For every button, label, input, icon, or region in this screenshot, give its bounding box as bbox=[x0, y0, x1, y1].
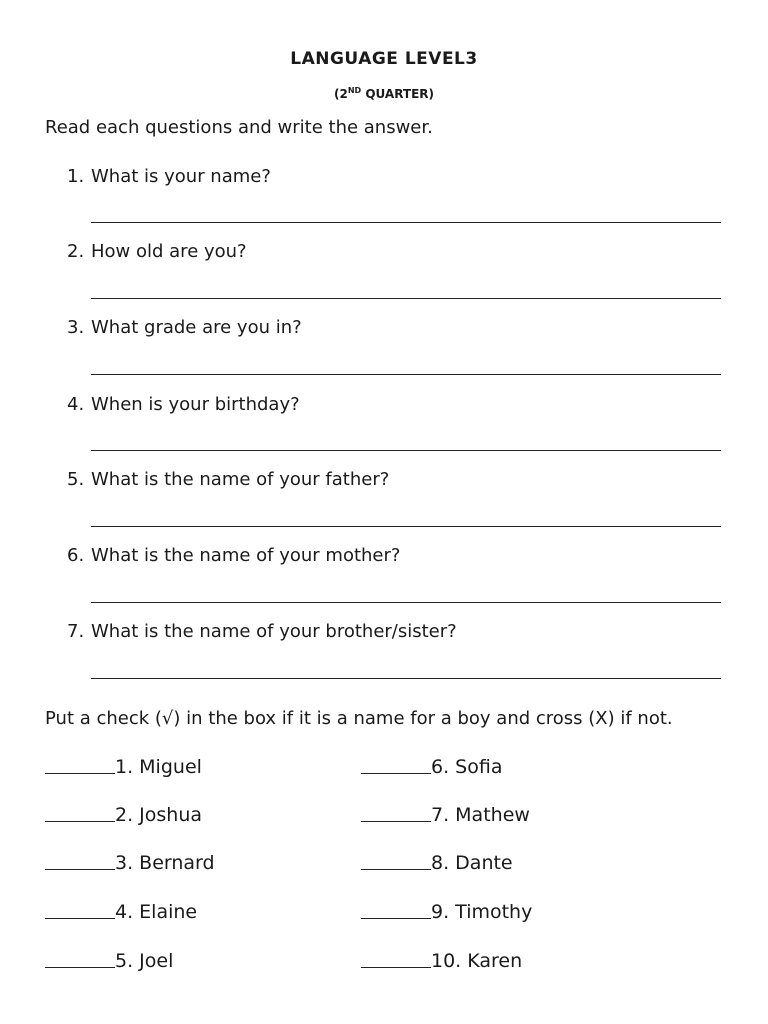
subtitle-rest: QUARTER) bbox=[365, 87, 435, 101]
question-text: What is the name of your mother? bbox=[91, 545, 401, 566]
name-item-6 bbox=[361, 756, 502, 778]
question-6 bbox=[67, 545, 400, 566]
answer-blank[interactable] bbox=[361, 918, 431, 919]
answer-line-4[interactable] bbox=[91, 450, 721, 451]
section2-instructions: Put a check (√) in the box if it is a name for a boy and cross (X) if not. bbox=[45, 708, 673, 729]
worksheet-title: LANGUAGE LEVEL3 bbox=[290, 49, 478, 69]
question-3 bbox=[67, 317, 302, 338]
name-item-3 bbox=[45, 852, 215, 874]
answer-blank[interactable] bbox=[45, 773, 115, 774]
name-item-1 bbox=[45, 756, 202, 778]
section1-instructions: Read each questions and write the answer. bbox=[45, 117, 433, 138]
subtitle-number: 2 bbox=[339, 87, 348, 101]
question-7 bbox=[67, 621, 457, 642]
name-item-9 bbox=[361, 901, 532, 923]
name-label: 7. Mathew bbox=[431, 804, 530, 826]
answer-line-2[interactable] bbox=[91, 298, 721, 299]
question-number: 5. bbox=[67, 469, 85, 490]
question-1 bbox=[67, 166, 271, 187]
name-item-4 bbox=[45, 901, 197, 923]
name-label: 1. Miguel bbox=[115, 756, 202, 778]
question-number: 7. bbox=[67, 621, 85, 642]
answer-blank[interactable] bbox=[45, 869, 115, 870]
question-4 bbox=[67, 394, 300, 415]
answer-blank[interactable] bbox=[45, 821, 115, 822]
name-label: 4. Elaine bbox=[115, 901, 198, 923]
name-label: 6. Sofia bbox=[431, 756, 503, 778]
worksheet-subtitle bbox=[0, 86, 768, 101]
question-number: 6. bbox=[67, 545, 85, 566]
name-label: 5. Joel bbox=[115, 950, 174, 972]
question-text: What grade are you in? bbox=[91, 317, 302, 338]
name-item-5 bbox=[45, 950, 173, 972]
answer-blank[interactable] bbox=[361, 821, 431, 822]
answer-blank[interactable] bbox=[45, 967, 115, 968]
name-label: 10. Karen bbox=[431, 950, 523, 972]
name-label: 9. Timothy bbox=[431, 901, 533, 923]
name-item-7 bbox=[361, 804, 530, 826]
question-text: What is the name of your brother/sister? bbox=[91, 621, 457, 642]
question-2 bbox=[67, 241, 247, 262]
question-5 bbox=[67, 469, 389, 490]
answer-line-1[interactable] bbox=[91, 222, 721, 223]
name-item-8 bbox=[361, 852, 513, 874]
name-label: 3. Bernard bbox=[115, 852, 215, 874]
question-text: How old are you? bbox=[91, 241, 247, 262]
answer-blank[interactable] bbox=[361, 869, 431, 870]
name-item-2 bbox=[45, 804, 202, 826]
name-label: 2. Joshua bbox=[115, 804, 203, 826]
question-number: 2. bbox=[67, 241, 85, 262]
answer-line-5[interactable] bbox=[91, 526, 721, 527]
answer-blank[interactable] bbox=[361, 967, 431, 968]
name-item-10 bbox=[361, 950, 522, 972]
answer-line-6[interactable] bbox=[91, 602, 721, 603]
question-number: 4. bbox=[67, 394, 85, 415]
answer-line-3[interactable] bbox=[91, 374, 721, 375]
answer-blank[interactable] bbox=[45, 918, 115, 919]
question-text: When is your birthday? bbox=[91, 394, 300, 415]
subtitle-open: ( bbox=[333, 87, 340, 101]
answer-blank[interactable] bbox=[361, 773, 431, 774]
question-text: What is the name of your father? bbox=[91, 469, 390, 490]
question-text: What is your name? bbox=[91, 166, 271, 187]
question-number: 3. bbox=[67, 317, 85, 338]
name-label: 8. Dante bbox=[431, 852, 513, 874]
subtitle-superscript: ND bbox=[347, 86, 362, 95]
question-number: 1. bbox=[67, 166, 85, 187]
answer-line-7[interactable] bbox=[91, 678, 721, 679]
